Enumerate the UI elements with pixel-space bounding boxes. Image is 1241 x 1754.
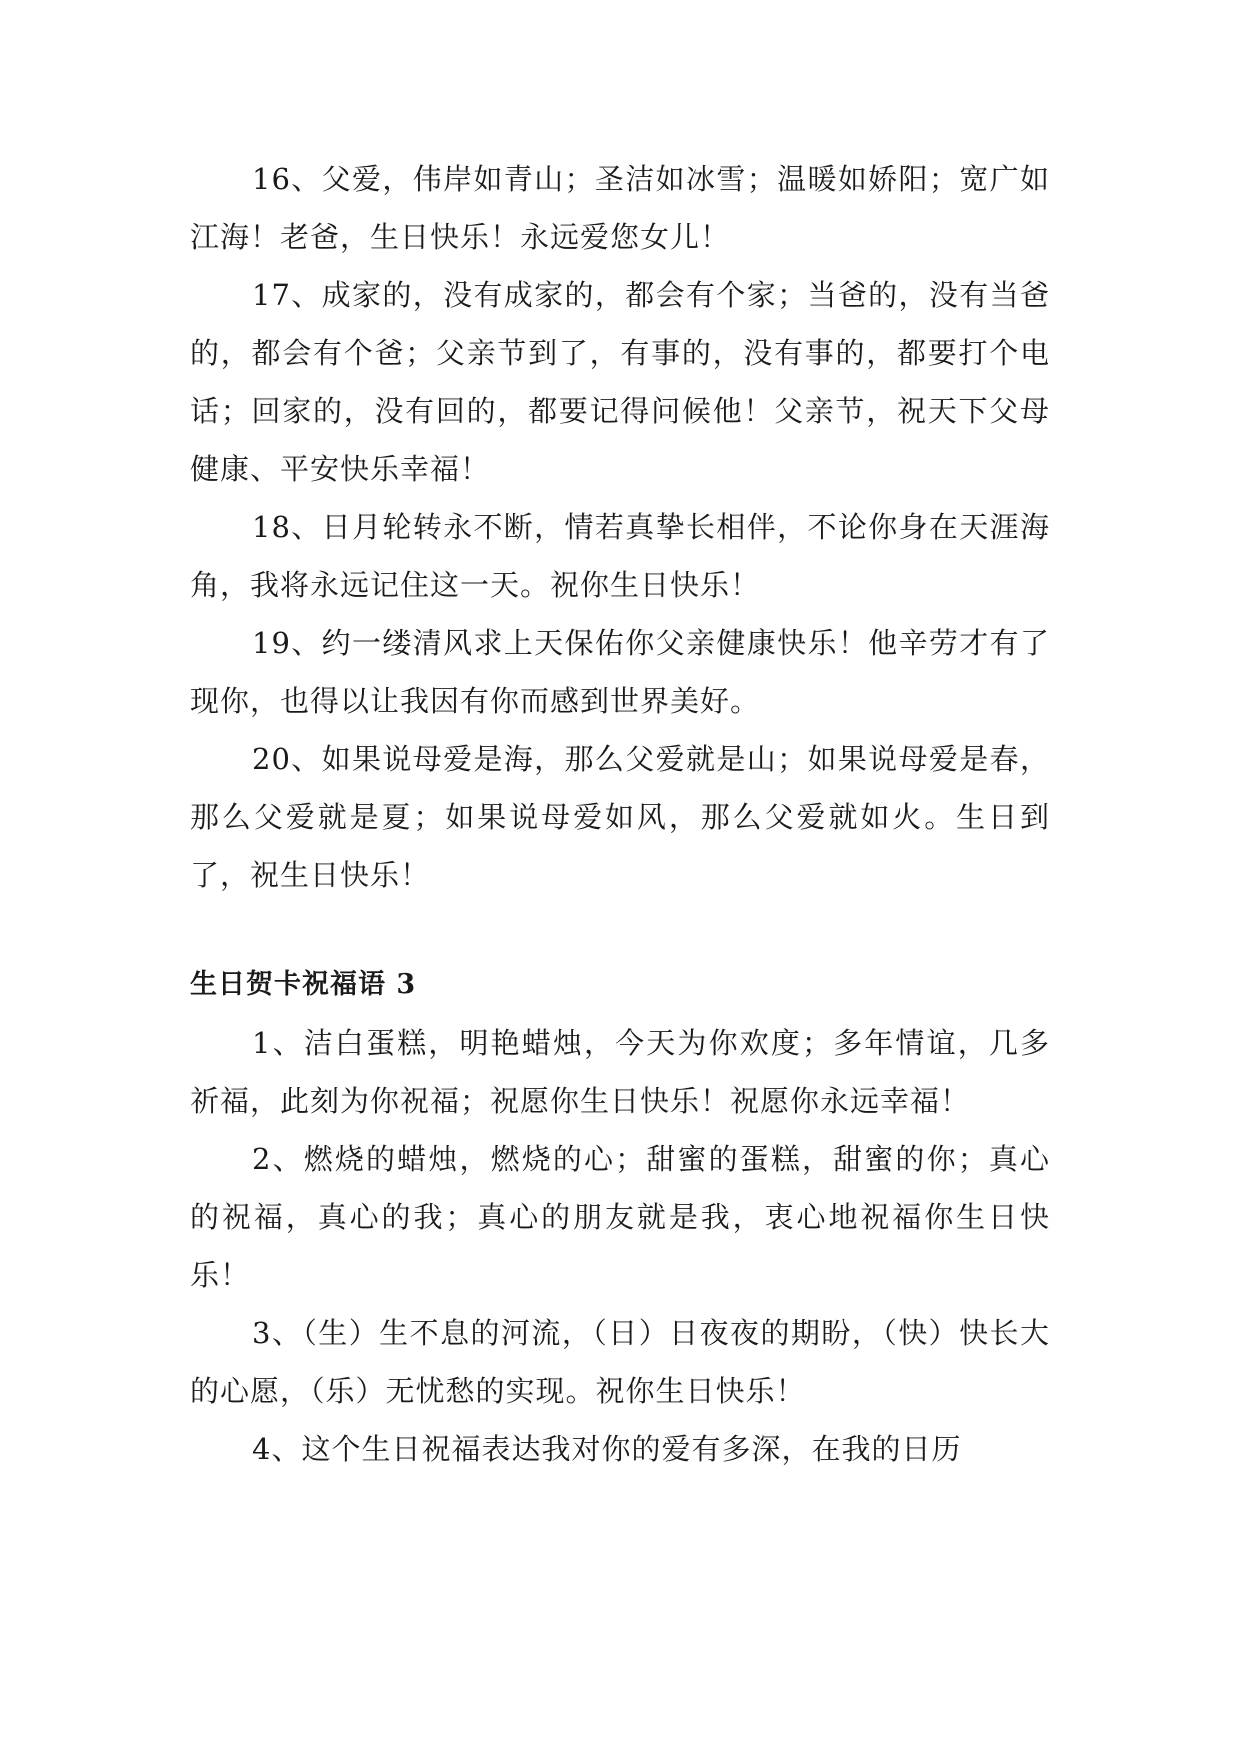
paragraph-3: 3、（生）生不息的河流，（日）日夜夜的期盼，（快）快长大的心愿，（乐）无忧愁的实现。祝你生日快乐！ (190, 1316, 1050, 1408)
document-page (190, 150, 1050, 1478)
paragraph-1: 1、洁白蛋糕，明艳蜡烛，今天为你欢度；多年情谊，几多祈福，此刻为你祝福；祝愿你生日快乐！祝愿你永远幸福！ (190, 1026, 1050, 1118)
paragraph-16: 16、父爱，伟岸如青山；圣洁如冰雪；温暖如娇阳；宽广如江海！老爸，生日快乐！永远爱您女儿！ (190, 162, 1050, 254)
paragraph-4: 4、这个生日祝福表达我对你的爱有多深，在我的日历 (252, 1432, 962, 1466)
paragraph-18: 18、日月轮转永不断，情若真挚长相伴，不论你身在天涯海角，我将永远记住这一天。祝你生日快乐！ (190, 510, 1050, 602)
section-heading: 生日贺卡祝福语 3 (190, 969, 417, 1000)
paragraph-20: 20、如果说母爱是海，那么父爱就是山；如果说母爱是春，那么父爱就是夏；如果说母爱如风，那么父爱就如火。生日到了，祝生日快乐！ (190, 742, 1050, 892)
paragraph-17: 17、成家的，没有成家的，都会有个家；当爸的，没有当爸的，都会有个爸；父亲节到了，有事的，没有事的，都要打个电话；回家的，没有回的，都要记得问候他！父亲节，祝天下父母健康、平安快乐幸福！ (190, 278, 1050, 486)
paragraph-2: 2、燃烧的蜡烛，燃烧的心；甜蜜的蛋糕，甜蜜的你；真心的祝福，真心的我；真心的朋友就是我，衷心地祝福你生日快乐！ (190, 1142, 1050, 1292)
paragraph-19: 19、约一缕清风求上天保佑你父亲健康快乐！他辛劳才有了现你，也得以让我因有你而感到世界美好。 (190, 626, 1050, 718)
